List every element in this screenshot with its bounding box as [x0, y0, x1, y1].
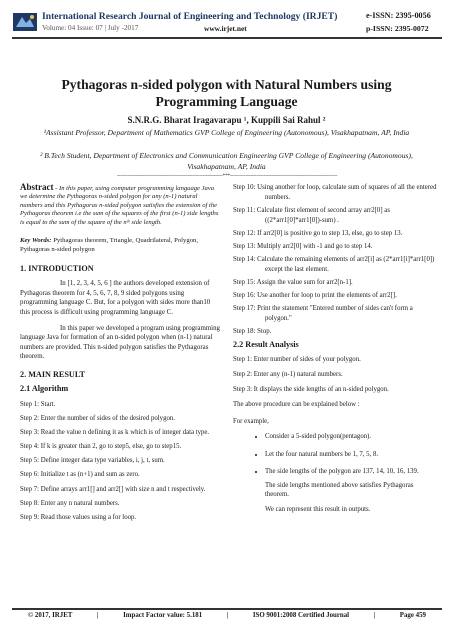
algorithm-step: Step 8: Enter any n natural numbers. [20, 499, 120, 507]
algorithm-step: Step 11: Calculate first element of second array arr2[0] as ((2*arr1[0]*arr1[0])-sum) . [233, 207, 390, 224]
journal-title: International Research Journal of Engineering and Technology (IRJET) [42, 11, 338, 22]
algorithm-heading: 2.1 Algorithm [20, 384, 69, 394]
algorithm-step: Step 1: Start. [20, 400, 56, 408]
introduction-heading: 1. INTRODUCTION [20, 264, 94, 274]
algorithm-step: Step 18: Stop. [233, 328, 272, 335]
irjet-logo-icon [12, 12, 38, 32]
intro-paragraph-1: In [1, 2, 3, 4, 5, 6 ] the authors developed extension of Pythagoras theorem for 4, 5, 6, 7, 8, 9 sided polygons using programming language C. But, for a polygon with sides more than10 this process is difficult using programming language C. [20, 280, 211, 316]
algorithm-step: Step 13: Multiply arr2[0] with -1 and go to step 14. [233, 243, 373, 250]
page-footer: © 2017, IRJET | Impact Factor value: 5.181 | ISO 9001:2008 Certified Journal | Page 459 [28, 612, 426, 619]
example-bullet-list [233, 432, 438, 477]
header-divider [12, 37, 442, 39]
analysis-step: Step 3: It displays the side lengths of an n-sided polygon. [233, 386, 389, 394]
footer-iso: ISO 9001:2008 Certified Journal [252, 612, 350, 619]
affiliation-1: ¹Assistant Professor, Department of Mathematics GVP College of Engineering (Autonomous), Visakhapatnam, AP, India [43, 128, 410, 137]
keywords-text: Pythagoras theorem, Triangle, Quadrilateral, Polygon, Pythagoras n-sided polygon [20, 237, 199, 254]
list-item: • Consider a 5-sided polygon(pentagon). [265, 432, 438, 442]
analysis-step: Step 1: Enter number of sides of your polygon. [233, 356, 361, 364]
algorithm-step: Step 16: Use another for loop to print the elements of arr2[]. [233, 292, 397, 299]
example-label: For example, [233, 418, 269, 426]
algorithm-step: Step 9: Read those values using a for loop. [20, 514, 137, 521]
algorithm-step: Step 7: Define arrays arr1[] and arr2[] with size n and t respectively. [20, 485, 206, 493]
footer-divider [12, 608, 442, 610]
abstract: Abstract - In this paper, using computer programming language Java we determine the Pythagoras n-sided polygon for any (n-1) natural numbers and this Pythagoras n-sided polygon satisfies the extension of the Pythagoras theorem i.e the sum of the squares of the first (n-1) side lengths is equal to the sum of the square of the nᵗʰ side length. [20, 182, 219, 226]
volume-info: Volume: 04 Issue: 07 | July -2017 [42, 24, 139, 32]
abstract-text: In this paper, using computer programming language Java we determine the Pythagoras n-sided polygon for any (n-1) natural numbers and this Pythagoras n-sided polygon satisfies the extension of the Pythagoras theorem i.e the sum of the squares of the first (n-1) side lengths is equal to the sum of the square of the nᵗʰ side length. [20, 185, 219, 226]
algorithm-step: Step 3: Read the value n defining it as k which is of integer data type. [20, 428, 210, 436]
abstract-label: Abstract [20, 182, 54, 192]
footer-copyright: © 2017, IRJET [28, 612, 73, 619]
algorithm-step: Step 2: Enter the number of sides of the desired polygon. [20, 414, 175, 422]
left-column [20, 183, 220, 527]
author-list: S.N.R.G. Bharat Iragavarapu ¹, Kuppili Sai Rahul ² [127, 115, 326, 125]
e-issn: e-ISSN: 2395-0056 [366, 11, 431, 20]
algorithm-step: Step 10: Using another for loop, calculate sum of squares of all the entered numbers. [233, 184, 437, 201]
affiliation-2: ² B.Tech Student, Department of Electronics and Communication Engineering GVP College of Engineering (Autonomous), Visakhapatnam, AP, India [40, 151, 413, 171]
algorithm-step: Step 17: Print the statement "Entered number of sides can't form a polygon." [233, 305, 413, 322]
section-separator: ---------------------------------------------------------------------***---------------------------------------------------------------------- [116, 173, 338, 179]
algorithm-step: Step 4: If k is greater than 2, go to step5, else, go to step15. [20, 443, 182, 451]
main-result-heading: 2. MAIN RESULT [20, 369, 85, 379]
list-item: • Let the four natural numbers be 1, 7, 5, 8. [265, 450, 438, 460]
explain-text: The above procedure can be explained below : [233, 401, 360, 409]
bullet-note: We can represent this result in outputs. [265, 505, 371, 513]
algorithm-step: Step 6: Initialize t as (n+1) and sum as zero. [20, 471, 140, 479]
algorithm-step: Step 5: Define integer data type variables, i, j, t, sum. [20, 457, 165, 465]
bullet-note: The side lengths mentioned above satisfies Pythagoras theorem. [265, 481, 414, 499]
keywords-label: Key Words: [20, 237, 52, 245]
result-analysis-heading: 2.2 Result Analysis [233, 340, 299, 349]
right-column [233, 183, 438, 519]
p-issn: p-ISSN: 2395-0072 [366, 24, 429, 33]
footer-impact-factor: Impact Factor value: 5.181 [123, 612, 203, 619]
algorithm-step: Step 14: Calculate the remaining elements of arr2[i] as (2*arr1[i]*arr1[0]) except the last element. [233, 256, 435, 273]
keywords [20, 236, 220, 254]
list-item: • The side lengths of the polygon are 137, 14, 10, 16, 139. [265, 467, 438, 477]
website-link[interactable]: www.irjet.net [204, 24, 247, 33]
analysis-step: Step 2: Enter any (n-1) natural numbers. [233, 371, 343, 379]
footer-page-number: Page 459 [399, 612, 426, 619]
paper-title: Pythagoras n-sided polygon with Natural Numbers using Programming Language [61, 77, 392, 109]
algorithm-step: Step 15: Assign the value sum for arr2[n-1]. [233, 279, 353, 286]
intro-paragraph-2: In this paper we developed a program using programming language Java for formation of an n-sided polygon when (n-1) natural numbers are provided. This n-sided polygon satisfies the Pythagoras theorem. [20, 325, 220, 361]
algorithm-step: Step 12: If arr2[0] is positive go to step 13, else, go to step 13. [233, 230, 403, 237]
